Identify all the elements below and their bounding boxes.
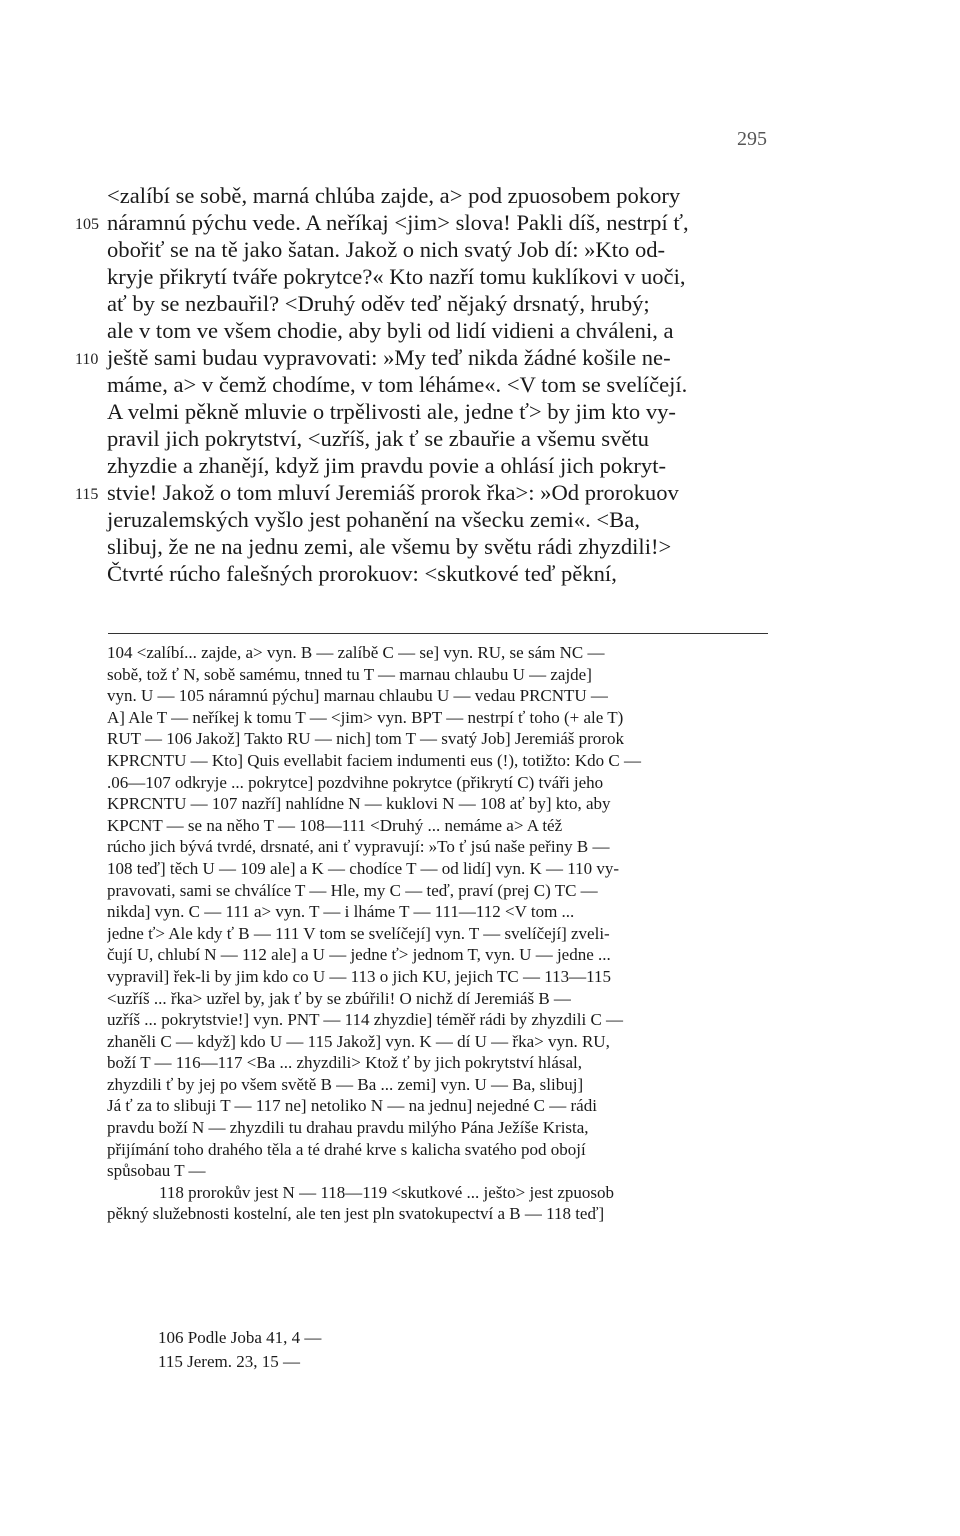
apparatus-line: čují U, chlubí N — 112 ale] a U — jedne ť> jednom T, vyn. U — jedne ... (107, 945, 611, 965)
apparatus-line: KPRCNTU — Kto] Quis evellabit faciem indumenti eus (!), totižto: Kdo C — (107, 750, 642, 770)
line-text: máme, a> v čemž chodíme, v tom léháme«. <V tom se svelíčejí. (107, 372, 688, 397)
apparatus-line: přijímání toho drahého těla a té drahé krve s kalicha svatého pod obojí (107, 1139, 586, 1159)
critical-apparatus (107, 642, 767, 1225)
apparatus-line: rúcho jich bývá tvrdé, drsnaté, ani ť vypravují: »To ť jsú naše peřiny B — (107, 837, 610, 857)
line-text: zhyzdie a zhanějí, když jim pravdu povie a ohlásí jich pokryt- (107, 453, 667, 478)
line-number: 105 (75, 216, 99, 233)
apparatus-line: pravovati, sami se chválíce T — Hle, my C — teď, praví (prej C) TC — (107, 880, 598, 900)
apparatus-line: vyn. U — 105 náramnú pýchu] marnau chlaubu U — vedau PRCNTU — (107, 686, 608, 706)
apparatus-line: Já ť za to slibuji T — 117 ne] netoliko N — na jednu] nejedné C — rádi (107, 1096, 597, 1116)
source-references (158, 1326, 321, 1374)
apparatus-line: jedne ť> Ale kdy ť B — 111 V tom se svelíčejí] vyn. T — svelíčejí] zveli- (107, 923, 610, 943)
reference-line: 115 Jerem. 23, 15 — (158, 1352, 300, 1371)
apparatus-line: uzříš ... pokrytstvie!] vyn. PNT — 114 zhyzdie] téměř rádi by zhyzdili C — (107, 1010, 624, 1030)
apparatus-line: 104 <zalíbí... zajde, a> vyn. B — zalíbě C — se] vyn. RU, se sám NC — (107, 643, 605, 662)
footnote-rule (108, 633, 768, 634)
apparatus-line: pravdu boží N — zhyzdili tu drahau pravdu milýho Pána Ježíše Krista, (107, 1118, 589, 1138)
apparatus-line: 118 prorokův jest N — 118—119 <skutkové ... ješto> jest zpuosob (159, 1182, 614, 1202)
line-text: slibuj, že ne na jednu zemi, ale všemu by světu rádi zhyzdili!> (107, 534, 672, 559)
line-text: ať by se nezbauřil? <Druhý oděv teď nějaký drsnatý, hrubý; (107, 291, 650, 316)
apparatus-line: KPCNT — se na něho T — 108—111 <Druhý ... nemáme a> A též (107, 815, 563, 835)
apparatus-line: zhyzdili ť by jej po všem světě B — Ba ... zemi] vyn. U — Ba, slibuj] (107, 1074, 584, 1094)
line-text: pravil jich pokrytství, <uzříš, jak ť se zbauřie a všemu světu (107, 426, 649, 451)
apparatus-line: A] Ale T — neříkej k tomu T — <jim> vyn. BPT — nestrpí ť toho (+ ale T) (107, 707, 624, 727)
apparatus-line: spůsobau T — (107, 1161, 206, 1181)
line-text: A velmi pěkně mluvie o trpělivosti ale, jedne ť> by jim kto vy- (107, 399, 676, 424)
apparatus-line: pěkný služebnosti kostelní, ale ten jest pln svatokupectví a B — 118 teď] (107, 1204, 605, 1224)
line-text: kryje přikrytí tváře pokrytce?« Kto nazří tomu kuklíkovi v uoči, (107, 264, 686, 289)
apparatus-line: sobě, tož ť N, sobě samému, tnned tu T — marnau chlaubu U — zajde] (107, 664, 592, 684)
apparatus-line: nikda] vyn. C — 111 a> vyn. T — i lháme T — 111—112 <V tom ... (107, 902, 575, 922)
line-number: 115 (75, 486, 99, 503)
apparatus-line: KPRCNTU — 107 nazří] nahlídne N — kuklovi N — 108 ať by] kto, aby (107, 794, 611, 814)
apparatus-line: 108 teď] těch U — 109 ale] a K — chodíce T — od lidí] vyn. K — 110 vy- (107, 858, 620, 878)
apparatus-line: RUT — 106 Jakož] Takto RU — nich] tom T — svatý Job] Jeremiáš prorok (107, 729, 624, 749)
line-text: ještě sami budau vypravovati: »My teď nikda žádné košile ne- (107, 345, 671, 370)
apparatus-line: vypravil] řek-li by jim kdo co U — 113 o jich KU, jejich TC — 113—115 (107, 966, 611, 986)
line-text: <zalíbí se sobě, marná chlúba zajde, a> pod zpuosobem pokory (107, 183, 681, 208)
line-text: Čtvrté rúcho falešných prorokuov: <skutkové teď pěkní, (107, 561, 617, 586)
line-text: náramnú pýchu vede. A neříkaj <jim> slova! Pakli díš, nestrpí ť, (107, 210, 689, 235)
page-number: 295 (737, 128, 767, 150)
apparatus-line: <uzříš ... řka> uzřel by, jak ť by se zbúřili! O nichž dí Jeremiáš B — (107, 988, 571, 1008)
apparatus-line: boží T — 116—117 <Ba ... zhyzdili> Ktož ť by jich pokrytství hlásal, (107, 1053, 582, 1073)
line-text: jeruzalemských vyšlo jest pohanění na všecku zemi«. <Ba, (107, 507, 640, 532)
apparatus-line: .06—107 odkryje ... pokrytce] pozdvihne pokrytce (přikrytí C) tváři jeho (107, 772, 604, 792)
line-text: obořiť se na tě jako šatan. Jakož o nich svatý Job dí: »Kto od- (107, 237, 666, 262)
line-text: stvie! Jakož o tom mluví Jeremiáš prorok řka>: »Od prorokuov (107, 480, 679, 505)
line-number: 110 (75, 351, 99, 368)
reference-line: 106 Podle Joba 41, 4 — (158, 1328, 322, 1347)
line-text: ale v tom ve všem chodie, aby byli od lidí vidieni a chváleni, a (107, 318, 674, 343)
apparatus-line: zhaněli C — když] kdo U — 115 Jakož] vyn. K — dí U — řka> vyn. RU, (107, 1031, 610, 1051)
